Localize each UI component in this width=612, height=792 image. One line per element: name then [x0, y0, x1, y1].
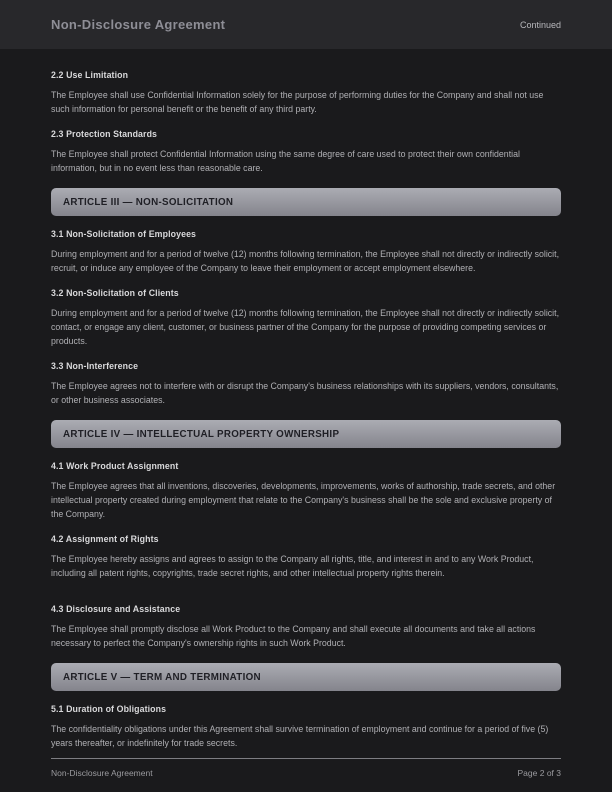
clause-body: The confidentiality obligations under this Agreement shall survive termination of employment and continue for a period of five (5) years thereafter, or indefinitely for trade secrets.: [51, 724, 549, 748]
clause-body: The Employee shall protect Confidential Information using the same degree of care used to protect their own confidential information, but in no event less than reasonable care.: [51, 149, 520, 173]
article-banner-title: ARTICLE III — NON-SOLICITATION: [63, 196, 234, 208]
clause-heading: 4.1 Work Product Assignment: [51, 461, 179, 471]
article-banner-title: ARTICLE V — TERM AND TERMINATION: [63, 671, 261, 683]
clause: [51, 704, 561, 750]
clause: [51, 70, 561, 116]
clause-body: The Employee agrees not to interfere with or disrupt the Company's business relationships with its suppliers, vendors, consultants, or other business associates.: [51, 381, 559, 405]
clause: [51, 361, 561, 407]
clause-heading: 4.3 Disclosure and Assistance: [51, 604, 181, 614]
clause-heading: 3.3 Non-Interference: [51, 361, 139, 371]
clause-body: The Employee agrees that all inventions, discoveries, developments, improvements, works of authorship, trade secrets, and other intellectual property created during employment that relate to the Company's business shall be the sole and exclusive property of the Company.: [51, 481, 556, 519]
article-banner: [51, 663, 561, 691]
footer-document-name: Non-Disclosure Agreement: [51, 768, 153, 778]
clause-body: During employment and for a period of twelve (12) months following termination, the Employee shall not directly or indirectly solicit, contact, or engage any client, customer, or business partner of the Company for the purpose of providing competing services or products.: [51, 308, 560, 346]
clause-body: During employment and for a period of twelve (12) months following termination, the Employee shall not directly or indirectly solicit, recruit, or induce any employee of the Company to leave their employment or accept employment elsewhere.: [51, 249, 560, 273]
article-banner: [51, 420, 561, 448]
clause: [51, 534, 561, 580]
clause-heading: 3.1 Non-Solicitation of Employees: [51, 229, 197, 239]
continued-label: Continued: [519, 19, 561, 30]
clause-body: The Employee shall promptly disclose all Work Product to the Company and shall execute all documents and take all actions necessary to perfect the Company's ownership rights in such Work Product.: [51, 624, 536, 648]
clause-heading: 5.1 Duration of Obligations: [51, 704, 167, 714]
article-banner: [51, 188, 561, 216]
clause: [51, 604, 561, 650]
article-banner-title: ARTICLE IV — INTELLECTUAL PROPERTY OWNERSHIP: [63, 428, 340, 440]
clause-heading: 2.2 Use Limitation: [51, 70, 129, 80]
clause-heading: 3.2 Non-Solicitation of Clients: [51, 288, 179, 298]
document-body: [0, 49, 612, 750]
page-number: Page 2 of 3: [517, 768, 561, 778]
clause-body: The Employee shall use Confidential Information solely for the purpose of performing duties for the Company and shall not use such information for personal benefit or the benefit of any third party.: [51, 90, 544, 114]
clause-heading: 4.2 Assignment of Rights: [51, 534, 159, 544]
document-title: Non-Disclosure Agreement: [51, 17, 226, 32]
clause: [51, 288, 561, 348]
clause-body: The Employee hereby assigns and agrees to assign to the Company all rights, title, and interest in and to any Work Product, including all patent rights, copyrights, trade secret rights, and other intellectual property rights therein.: [51, 554, 534, 578]
clause: [51, 461, 561, 521]
page-header: [0, 0, 612, 49]
page-footer: [51, 758, 561, 778]
clause-heading: 2.3 Protection Standards: [51, 129, 158, 139]
clause: [51, 229, 561, 275]
clause: [51, 129, 561, 175]
